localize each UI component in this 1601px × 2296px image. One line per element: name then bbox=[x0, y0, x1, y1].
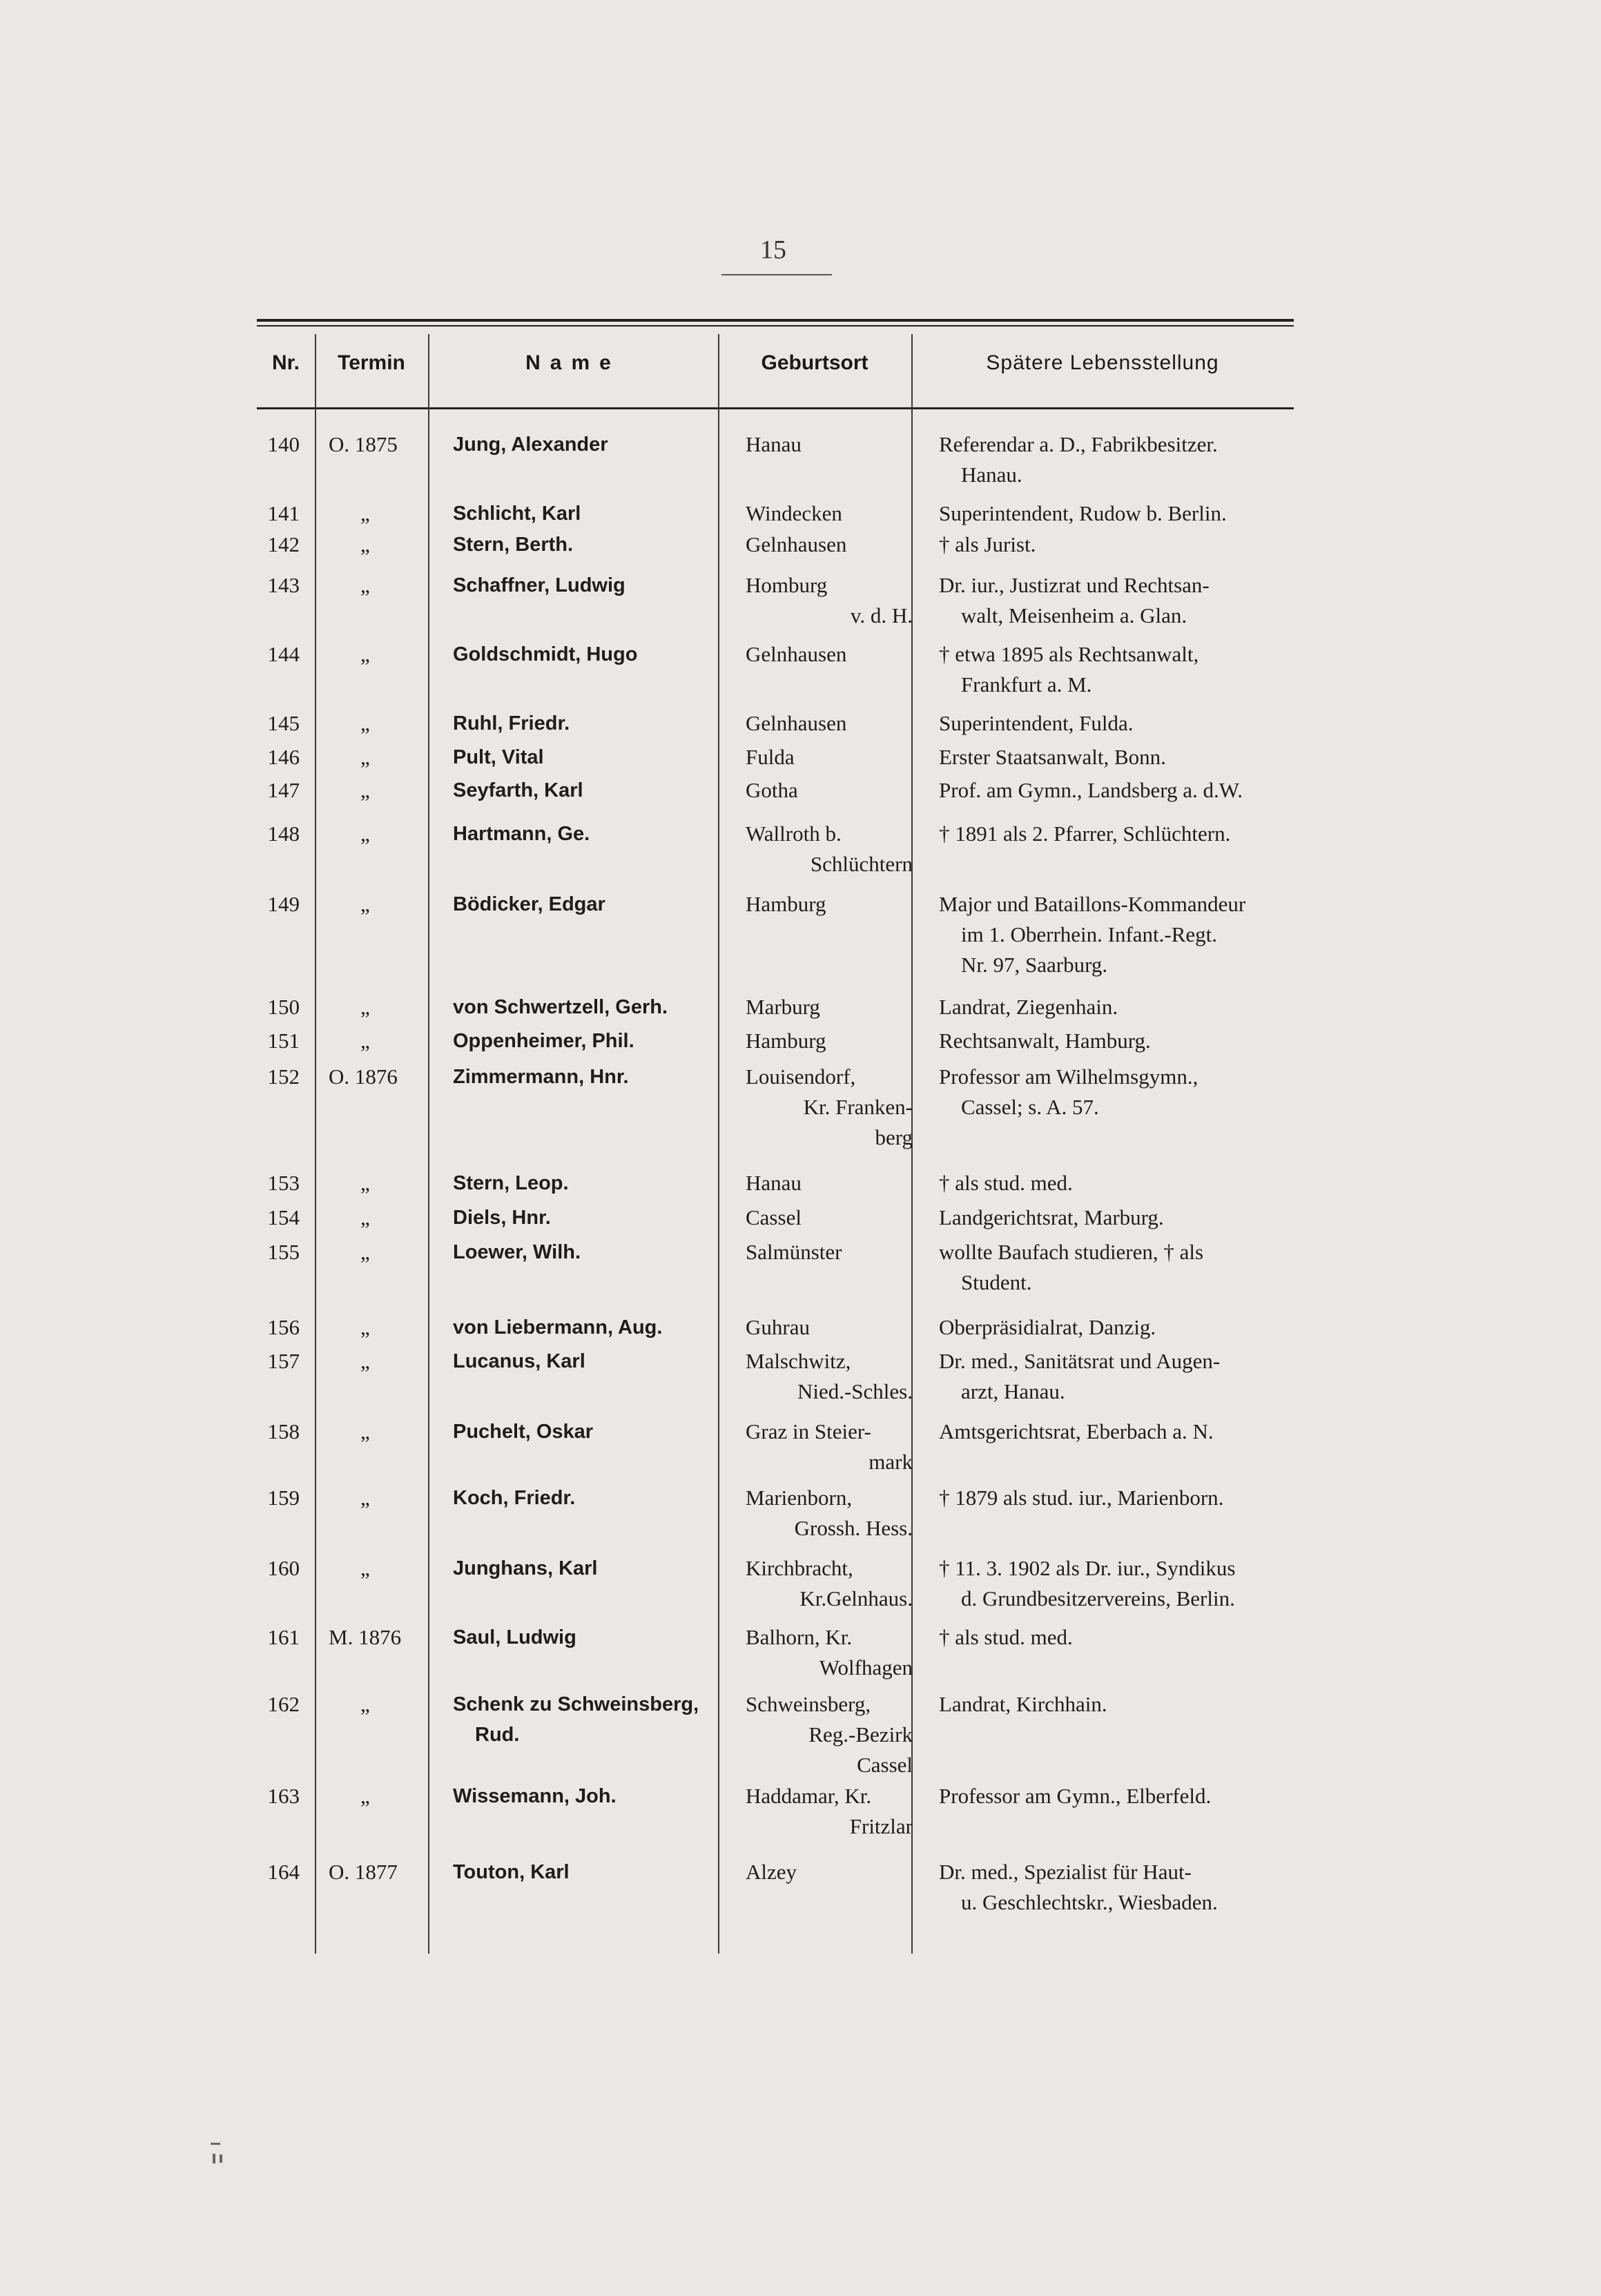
row-name bbox=[445, 819, 729, 849]
row-termin: „ bbox=[360, 1171, 370, 1195]
row-geburtsort bbox=[736, 498, 932, 529]
row-geburtsort-line: mark bbox=[869, 1450, 913, 1474]
row-name-line: Saul, Ludwig bbox=[453, 1626, 576, 1648]
row-lebensstellung-line: Frankfurt a. M. bbox=[961, 672, 1092, 697]
row-name-line: Stern, Leop. bbox=[453, 1172, 569, 1194]
row-name-line: Schenk zu Schweinsberg, bbox=[453, 1693, 699, 1715]
row-lebensstellung bbox=[924, 1237, 1309, 1298]
row-termin: O. 1875 bbox=[329, 432, 398, 456]
row-lebensstellung-line: Hanau. bbox=[961, 463, 1022, 487]
row-geburtsort-line: Fritzlar bbox=[849, 1814, 913, 1838]
row-lebensstellung-line: Professor am Gymn., Elberfeld. bbox=[939, 1784, 1212, 1808]
row-name bbox=[445, 1168, 729, 1198]
row-termin: „ bbox=[360, 501, 370, 525]
row-number: 155 bbox=[267, 1240, 300, 1264]
scan-mark bbox=[211, 2143, 220, 2145]
row-name-line: Pult, Vital bbox=[453, 746, 544, 768]
row-name-line: von Schwertzell, Gerh. bbox=[453, 996, 668, 1018]
row-lebensstellung bbox=[924, 1857, 1309, 1918]
row-lebensstellung-line: † als stud. med. bbox=[939, 1171, 1073, 1195]
row-lebensstellung bbox=[924, 708, 1309, 739]
row-geburtsort bbox=[736, 1346, 932, 1407]
row-geburtsort bbox=[736, 529, 932, 560]
row-lebensstellung-line: Student. bbox=[961, 1270, 1032, 1294]
row-geburtsort-line: Reg.-Bezirk bbox=[808, 1722, 913, 1747]
row-geburtsort-line: Haddamar, Kr. bbox=[746, 1784, 872, 1808]
row-name bbox=[445, 1237, 729, 1267]
row-lebensstellung bbox=[924, 1622, 1309, 1653]
row-termin: „ bbox=[360, 1349, 370, 1373]
row-lebensstellung bbox=[924, 775, 1309, 806]
row-number: 149 bbox=[267, 892, 300, 916]
row-number: 154 bbox=[267, 1205, 300, 1229]
row-name bbox=[445, 1026, 729, 1056]
row-termin: „ bbox=[360, 532, 370, 556]
row-geburtsort bbox=[736, 1622, 932, 1683]
row-lebensstellung-line: Superintendent, Rudow b. Berlin. bbox=[939, 501, 1227, 525]
row-lebensstellung-line: Oberpräsidialrat, Danzig. bbox=[939, 1315, 1156, 1339]
row-geburtsort-line: Hanau bbox=[746, 432, 802, 456]
row-number: 163 bbox=[267, 1784, 300, 1808]
row-lebensstellung-line: Dr. med., Spezialist für Haut- bbox=[939, 1860, 1192, 1884]
row-geburtsort bbox=[736, 1168, 932, 1198]
row-geburtsort-line: Windecken bbox=[746, 501, 842, 525]
row-lebensstellung-line: Landrat, Kirchhain. bbox=[939, 1692, 1107, 1716]
row-name bbox=[445, 992, 729, 1022]
row-lebensstellung-line: Landgerichtsrat, Marburg. bbox=[939, 1205, 1164, 1229]
row-geburtsort-line: Wallroth b. bbox=[746, 821, 842, 846]
row-geburtsort-line: Cassel bbox=[746, 1205, 802, 1229]
row-lebensstellung-line: Amtsgerichtsrat, Eberbach a. N. bbox=[939, 1419, 1214, 1443]
row-number: 140 bbox=[267, 432, 300, 456]
row-name bbox=[445, 1689, 729, 1750]
row-geburtsort-line: berg bbox=[875, 1125, 913, 1149]
row-lebensstellung bbox=[924, 429, 1309, 490]
row-name bbox=[445, 1857, 729, 1887]
row-geburtsort bbox=[736, 1312, 932, 1343]
row-lebensstellung bbox=[924, 1062, 1309, 1122]
row-geburtsort-line: Fulda bbox=[746, 745, 795, 769]
row-lebensstellung-line: Dr. iur., Justizrat und Rechtsan- bbox=[939, 573, 1210, 597]
row-geburtsort bbox=[736, 1237, 932, 1267]
row-termin: „ bbox=[360, 1692, 370, 1716]
row-number: 161 bbox=[267, 1625, 300, 1649]
row-geburtsort-line: Guhrau bbox=[746, 1315, 810, 1339]
row-geburtsort-line: Marienborn, bbox=[746, 1486, 853, 1510]
row-lebensstellung bbox=[924, 1312, 1309, 1343]
row-lebensstellung-line: wollte Baufach studieren, † als bbox=[939, 1240, 1204, 1264]
row-lebensstellung bbox=[924, 529, 1309, 560]
row-lebensstellung-line: Referendar a. D., Fabrikbesitzer. bbox=[939, 432, 1218, 456]
row-termin: „ bbox=[360, 573, 370, 597]
row-name-line: Goldschmidt, Hugo bbox=[453, 643, 638, 665]
page-number-rule bbox=[721, 274, 832, 275]
row-name bbox=[445, 429, 729, 460]
row-geburtsort bbox=[736, 889, 932, 920]
row-name-line: von Liebermann, Aug. bbox=[453, 1316, 663, 1339]
table-top-rule bbox=[257, 319, 1294, 322]
row-lebensstellung-line: u. Geschlechtskr., Wiesbaden. bbox=[961, 1890, 1218, 1914]
header-name: Name bbox=[525, 351, 621, 374]
row-lebensstellung-line: Landrat, Ziegenhain. bbox=[939, 995, 1118, 1019]
row-geburtsort-line: Hamburg bbox=[746, 892, 826, 916]
row-geburtsort-line: Homburg bbox=[746, 573, 828, 597]
row-geburtsort bbox=[736, 708, 932, 739]
row-geburtsort-line: Graz in Steier- bbox=[746, 1419, 871, 1443]
row-geburtsort-line: Gelnhausen bbox=[746, 532, 847, 556]
row-number: 159 bbox=[267, 1486, 300, 1510]
row-lebensstellung-line: Cassel; s. A. 57. bbox=[961, 1095, 1099, 1119]
row-name-line: Lucanus, Karl bbox=[453, 1350, 585, 1372]
row-name-line: Zimmermann, Hnr. bbox=[453, 1066, 629, 1088]
row-termin: „ bbox=[360, 1486, 370, 1510]
row-geburtsort-line: Gelnhausen bbox=[746, 642, 847, 666]
row-lebensstellung-line: d. Grundbesitzervereins, Berlin. bbox=[961, 1586, 1235, 1611]
row-lebensstellung bbox=[924, 1203, 1309, 1233]
row-number: 157 bbox=[267, 1349, 300, 1373]
row-termin: „ bbox=[360, 892, 370, 916]
row-lebensstellung bbox=[924, 570, 1309, 631]
row-lebensstellung bbox=[924, 498, 1309, 529]
row-number: 158 bbox=[267, 1419, 300, 1443]
row-lebensstellung bbox=[924, 1026, 1309, 1056]
row-lebensstellung-line: Dr. med., Sanitätsrat und Augen- bbox=[939, 1349, 1221, 1373]
row-termin: „ bbox=[360, 1556, 370, 1580]
row-name-line: Schaffner, Ludwig bbox=[453, 574, 625, 596]
row-name bbox=[445, 1346, 729, 1376]
row-name bbox=[445, 1781, 729, 1811]
row-geburtsort-line: Grossh. Hess. bbox=[794, 1516, 913, 1540]
row-lebensstellung-line: † 1879 als stud. iur., Marienborn. bbox=[939, 1486, 1224, 1510]
row-lebensstellung-line: Major und Bataillons-Kommandeur bbox=[939, 892, 1246, 916]
row-termin: „ bbox=[360, 745, 370, 769]
row-number: 143 bbox=[267, 573, 300, 597]
row-termin: „ bbox=[360, 778, 370, 802]
row-name bbox=[445, 1062, 729, 1092]
row-termin: „ bbox=[360, 1029, 370, 1053]
row-name-line: Ruhl, Friedr. bbox=[453, 712, 570, 734]
row-geburtsort-line: v. d. H. bbox=[850, 603, 913, 627]
row-lebensstellung-line: Prof. am Gymn., Landsberg a. d.W. bbox=[939, 778, 1243, 802]
row-geburtsort bbox=[736, 1553, 932, 1614]
row-number: 156 bbox=[267, 1315, 300, 1339]
row-termin: O. 1876 bbox=[329, 1064, 398, 1089]
row-number: 142 bbox=[267, 532, 300, 556]
row-lebensstellung bbox=[924, 992, 1309, 1022]
row-lebensstellung-line: † etwa 1895 als Rechtsanwalt, bbox=[939, 642, 1199, 666]
row-lebensstellung bbox=[924, 1168, 1309, 1198]
row-number: 141 bbox=[267, 501, 300, 525]
row-geburtsort bbox=[736, 1062, 932, 1153]
row-termin: O. 1877 bbox=[329, 1860, 398, 1884]
row-geburtsort bbox=[736, 639, 932, 670]
row-geburtsort bbox=[736, 1483, 932, 1544]
row-lebensstellung-line: walt, Meisenheim a. Glan. bbox=[961, 603, 1187, 627]
row-name bbox=[445, 639, 729, 670]
row-number: 153 bbox=[267, 1171, 300, 1195]
row-name-line: Oppenheimer, Phil. bbox=[453, 1030, 634, 1052]
row-geburtsort-line: Kirchbracht, bbox=[746, 1556, 853, 1580]
row-name bbox=[445, 1622, 729, 1653]
scan-mark bbox=[213, 2154, 215, 2163]
row-lebensstellung-line: † 1891 als 2. Pfarrer, Schlüchtern. bbox=[939, 821, 1231, 846]
row-lebensstellung bbox=[924, 639, 1309, 700]
row-name-line: Jung, Alexander bbox=[453, 434, 608, 456]
row-name bbox=[445, 1203, 729, 1233]
row-lebensstellung-line: Superintendent, Fulda. bbox=[939, 711, 1134, 735]
row-geburtsort-line: Kr. Franken- bbox=[803, 1095, 913, 1119]
row-number: 148 bbox=[267, 821, 300, 846]
row-number: 164 bbox=[267, 1860, 300, 1884]
row-lebensstellung-line: † als stud. med. bbox=[939, 1625, 1073, 1649]
row-number: 145 bbox=[267, 711, 300, 735]
row-lebensstellung-line: arzt, Hanau. bbox=[961, 1379, 1065, 1403]
row-geburtsort-line: Nied.-Schles. bbox=[797, 1379, 913, 1403]
row-lebensstellung bbox=[924, 1483, 1309, 1513]
row-termin: „ bbox=[360, 1784, 370, 1808]
row-geburtsort-line: Malschwitz, bbox=[746, 1349, 851, 1373]
row-lebensstellung-line: Nr. 97, Saarburg. bbox=[961, 953, 1108, 977]
row-number: 147 bbox=[267, 778, 300, 802]
row-name-line: Stern, Berth. bbox=[453, 534, 574, 556]
row-lebensstellung-line: † 11. 3. 1902 als Dr. iur., Syndikus bbox=[939, 1556, 1236, 1580]
row-lebensstellung-line: Professor am Wilhelmsgymn., bbox=[939, 1064, 1199, 1089]
row-lebensstellung-line: † als Jurist. bbox=[939, 532, 1036, 556]
row-name bbox=[445, 1417, 729, 1447]
scan-mark bbox=[220, 2154, 222, 2163]
row-termin: „ bbox=[360, 1315, 370, 1339]
row-geburtsort-line: Gelnhausen bbox=[746, 711, 847, 735]
header-spaetere-lebensstellung: Spätere Lebensstellung bbox=[986, 351, 1219, 374]
row-name-line: Junghans, Karl bbox=[453, 1557, 598, 1579]
row-termin: „ bbox=[360, 1205, 370, 1229]
row-geburtsort-line: Schweinsberg, bbox=[746, 1692, 871, 1716]
row-lebensstellung-line: Erster Staatsanwalt, Bonn. bbox=[939, 745, 1166, 769]
row-name bbox=[445, 708, 729, 739]
row-lebensstellung bbox=[924, 1553, 1309, 1614]
row-name bbox=[445, 1553, 729, 1584]
row-geburtsort-line: Alzey bbox=[746, 1860, 797, 1884]
row-geburtsort-line: Wolfhagen bbox=[819, 1655, 913, 1680]
row-geburtsort-line: Balhorn, Kr. bbox=[746, 1625, 853, 1649]
row-name-line: Koch, Friedr. bbox=[453, 1487, 576, 1509]
row-geburtsort-line: Gotha bbox=[746, 778, 798, 802]
row-number: 146 bbox=[267, 745, 300, 769]
row-termin: M. 1876 bbox=[329, 1625, 402, 1649]
row-termin: „ bbox=[360, 1419, 370, 1443]
row-name-line: Hartmann, Ge. bbox=[453, 823, 590, 845]
row-geburtsort bbox=[736, 570, 932, 631]
row-geburtsort bbox=[736, 775, 932, 806]
row-lebensstellung bbox=[924, 1346, 1309, 1407]
row-termin: „ bbox=[360, 995, 370, 1019]
row-termin: „ bbox=[360, 821, 370, 846]
row-number: 160 bbox=[267, 1556, 300, 1580]
row-geburtsort-line: Schlüchtern bbox=[810, 852, 913, 876]
header-geburtsort: Geburtsort bbox=[761, 351, 869, 374]
row-termin: „ bbox=[360, 1240, 370, 1264]
row-lebensstellung bbox=[924, 889, 1309, 980]
row-geburtsort bbox=[736, 1781, 932, 1842]
row-name-line: Rud. bbox=[475, 1724, 520, 1746]
row-geburtsort-line: Kr.Gelnhaus. bbox=[799, 1586, 913, 1611]
row-lebensstellung bbox=[924, 1689, 1309, 1720]
row-lebensstellung bbox=[924, 1781, 1309, 1811]
row-lebensstellung bbox=[924, 1417, 1309, 1447]
header-termin: Termin bbox=[338, 351, 405, 374]
row-number: 144 bbox=[267, 642, 300, 666]
row-geburtsort bbox=[736, 819, 932, 879]
row-number: 151 bbox=[267, 1029, 300, 1053]
register-table bbox=[257, 319, 1294, 1954]
row-lebensstellung bbox=[924, 742, 1309, 772]
row-geburtsort-line: Salmünster bbox=[746, 1240, 842, 1264]
row-name bbox=[445, 498, 729, 529]
row-geburtsort-line: Marburg bbox=[746, 995, 820, 1019]
row-lebensstellung bbox=[924, 819, 1309, 849]
row-geburtsort-line: Hamburg bbox=[746, 1029, 826, 1053]
row-lebensstellung-line: Rechtsanwalt, Hamburg. bbox=[939, 1029, 1151, 1053]
row-geburtsort bbox=[736, 1689, 932, 1780]
row-termin: „ bbox=[360, 711, 370, 735]
row-number: 162 bbox=[267, 1692, 300, 1716]
row-number: 150 bbox=[267, 995, 300, 1019]
row-termin: „ bbox=[360, 642, 370, 666]
header-nr: Nr. bbox=[271, 351, 300, 374]
row-geburtsort bbox=[736, 992, 932, 1022]
row-name bbox=[445, 775, 729, 806]
row-lebensstellung-line: im 1. Oberrhein. Infant.-Regt. bbox=[961, 922, 1218, 946]
row-geburtsort bbox=[736, 429, 932, 460]
row-geburtsort bbox=[736, 1203, 932, 1233]
row-geburtsort bbox=[736, 1857, 932, 1887]
row-geburtsort bbox=[736, 1417, 932, 1477]
row-name-line: Schlicht, Karl bbox=[453, 503, 581, 525]
row-name bbox=[445, 570, 729, 601]
row-number: 152 bbox=[267, 1064, 300, 1089]
column-divider bbox=[315, 334, 316, 1954]
row-name bbox=[445, 742, 729, 772]
row-name-line: Seyfarth, Karl bbox=[453, 779, 583, 801]
row-name-line: Wissemann, Joh. bbox=[453, 1785, 617, 1807]
row-name-line: Diels, Hnr. bbox=[453, 1207, 551, 1229]
row-name bbox=[445, 889, 729, 920]
row-name-line: Touton, Karl bbox=[453, 1861, 570, 1883]
row-name bbox=[445, 1312, 729, 1343]
row-geburtsort-line: Louisendorf, bbox=[746, 1064, 856, 1089]
row-geburtsort-line: Hanau bbox=[746, 1171, 802, 1195]
row-name bbox=[445, 1483, 729, 1513]
page-number: 15 bbox=[760, 235, 786, 264]
row-geburtsort-line: Cassel bbox=[857, 1753, 913, 1777]
table-header-rule bbox=[257, 407, 1294, 409]
table-top-rule-thin bbox=[257, 325, 1294, 327]
row-name-line: Loewer, Wilh. bbox=[453, 1241, 581, 1263]
row-geburtsort bbox=[736, 1026, 932, 1056]
row-name-line: Bödicker, Edgar bbox=[453, 893, 605, 915]
row-name bbox=[445, 529, 729, 560]
row-name-line: Puchelt, Oskar bbox=[453, 1421, 594, 1443]
row-geburtsort bbox=[736, 742, 932, 772]
